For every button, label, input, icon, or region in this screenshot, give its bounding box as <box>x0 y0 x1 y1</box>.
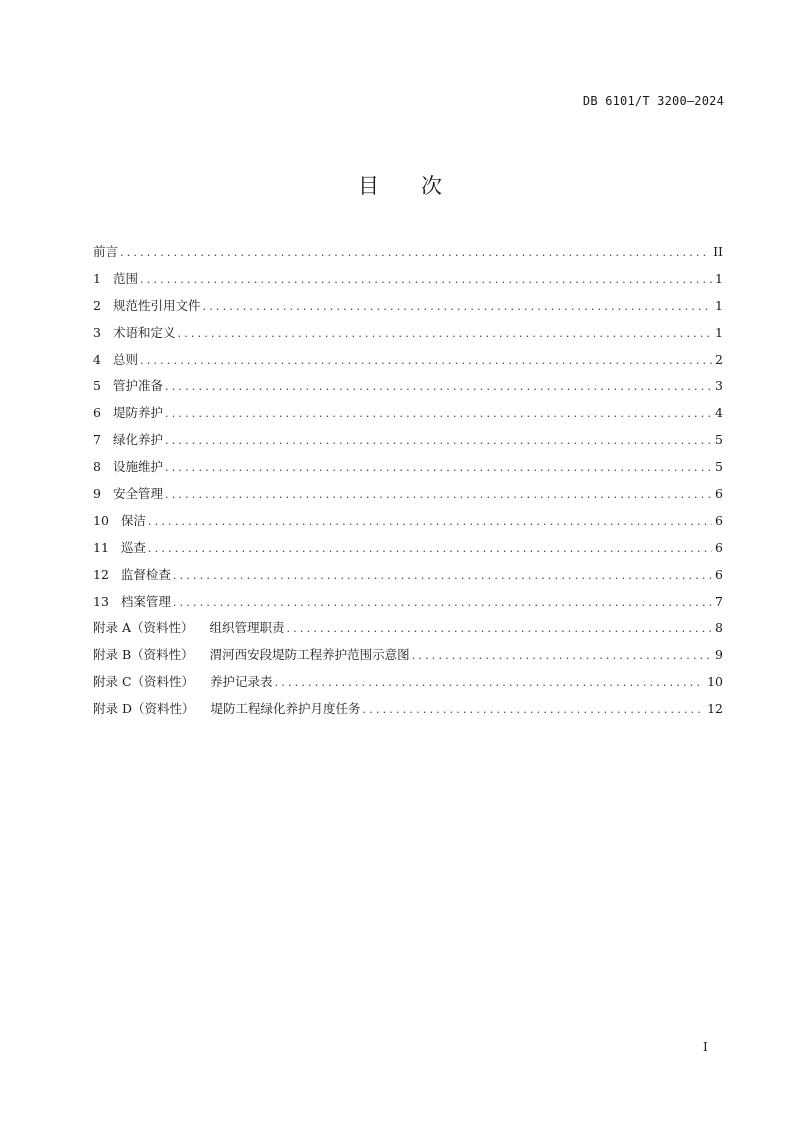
toc-label: 堤防养护 <box>113 405 164 421</box>
toc-page: 4 <box>715 405 723 421</box>
leader-dots <box>120 246 710 259</box>
toc-page: 5 <box>715 459 723 475</box>
leader-dots <box>140 273 712 286</box>
toc-number: 9 <box>93 486 101 502</box>
toc-page: 6 <box>715 486 723 502</box>
toc-entry-8[interactable] <box>93 457 723 484</box>
toc-label: 总则 <box>113 351 139 367</box>
page-number: I <box>703 1040 708 1054</box>
leader-dots <box>287 622 713 635</box>
toc-number: 13 <box>93 593 109 609</box>
leader-dots <box>148 515 712 528</box>
toc-page: 2 <box>715 351 723 367</box>
toc-number: 4 <box>93 351 101 367</box>
leader-dots <box>165 407 712 420</box>
toc-entry-12[interactable] <box>93 565 723 592</box>
toc-label: 堤防工程绿化养护月度任务 <box>210 701 361 717</box>
title-char-2: 次 <box>421 174 442 198</box>
toc-label: 保洁 <box>120 512 146 528</box>
toc-number: 12 <box>93 566 109 582</box>
appendix-prefix: 附录 D（资料性） <box>93 701 195 717</box>
toc-label: 设施维护 <box>113 459 164 475</box>
toc-number: 7 <box>93 432 101 448</box>
toc-page: 1 <box>715 270 723 286</box>
leader-dots <box>148 542 712 555</box>
toc-page: 9 <box>715 647 723 663</box>
toc-page: 10 <box>707 674 723 690</box>
leader-dots <box>165 380 712 393</box>
toc-label: 监督检查 <box>120 566 171 582</box>
toc-label: 术语和定义 <box>113 324 176 340</box>
leader-dots <box>275 676 705 689</box>
toc-entry-7[interactable] <box>93 430 723 457</box>
leader-dots <box>173 596 712 609</box>
page-title <box>0 170 800 200</box>
toc-number: 5 <box>93 378 101 394</box>
leader-dots <box>203 300 713 313</box>
toc-entry-10[interactable] <box>93 511 723 538</box>
toc-entry-appendix-a[interactable] <box>93 618 723 645</box>
title-char-1: 目 <box>358 174 379 198</box>
toc-label: 前言 <box>93 244 119 259</box>
toc-page: 6 <box>715 512 723 528</box>
toc-label: 绿化养护 <box>113 432 164 448</box>
toc-entry-5[interactable] <box>93 376 723 403</box>
toc-page: 6 <box>715 566 723 582</box>
toc-page: II <box>713 244 723 259</box>
toc-entry-4[interactable] <box>93 350 723 377</box>
leader-dots <box>165 461 712 474</box>
toc-entry-13[interactable] <box>93 592 723 619</box>
leader-dots <box>412 649 712 662</box>
leader-dots <box>178 327 713 340</box>
toc-label: 渭河西安段堤防工程养护范围示意图 <box>209 647 410 663</box>
toc-entry-foreword[interactable] <box>93 242 723 269</box>
toc-number: 11 <box>93 539 109 555</box>
toc-entry-6[interactable] <box>93 403 723 430</box>
toc-label: 安全管理 <box>113 486 164 502</box>
toc-number: 6 <box>93 405 101 421</box>
toc-entry-appendix-b[interactable] <box>93 645 723 672</box>
table-of-contents <box>93 242 723 726</box>
toc-label: 范围 <box>113 270 139 286</box>
toc-number: 3 <box>93 324 101 340</box>
appendix-prefix: 附录 C（资料性） <box>93 674 195 690</box>
toc-number: 8 <box>93 459 101 475</box>
document-code: DB 6101/T 3200—2024 <box>582 94 724 108</box>
toc-label: 规范性引用文件 <box>113 297 201 313</box>
appendix-prefix: 附录 B（资料性） <box>93 647 194 663</box>
toc-entry-11[interactable] <box>93 538 723 565</box>
toc-number: 2 <box>93 297 101 313</box>
leader-dots <box>140 354 712 367</box>
toc-number: 10 <box>93 512 109 528</box>
toc-entry-appendix-c[interactable] <box>93 672 723 699</box>
leader-dots <box>363 703 705 716</box>
toc-label: 管护准备 <box>113 378 164 394</box>
toc-entry-9[interactable] <box>93 484 723 511</box>
toc-page: 12 <box>707 701 723 717</box>
toc-entry-appendix-d[interactable] <box>93 699 723 726</box>
toc-label: 巡查 <box>120 539 146 555</box>
leader-dots <box>165 488 712 501</box>
leader-dots <box>165 434 712 447</box>
toc-label: 档案管理 <box>120 593 171 609</box>
toc-page: 8 <box>715 620 723 636</box>
appendix-prefix: 附录 A（资料性） <box>93 620 194 636</box>
toc-entry-2[interactable] <box>93 296 723 323</box>
toc-number: 1 <box>93 270 101 286</box>
toc-entry-1[interactable] <box>93 269 723 296</box>
toc-entry-3[interactable] <box>93 323 723 350</box>
toc-page: 1 <box>715 297 723 313</box>
toc-page: 5 <box>715 432 723 448</box>
toc-label: 组织管理职责 <box>209 620 285 636</box>
toc-page: 1 <box>715 324 723 340</box>
leader-dots <box>173 569 712 582</box>
toc-page: 3 <box>715 378 723 394</box>
toc-page: 7 <box>715 593 723 609</box>
toc-label: 养护记录表 <box>210 674 273 690</box>
toc-page: 6 <box>715 539 723 555</box>
